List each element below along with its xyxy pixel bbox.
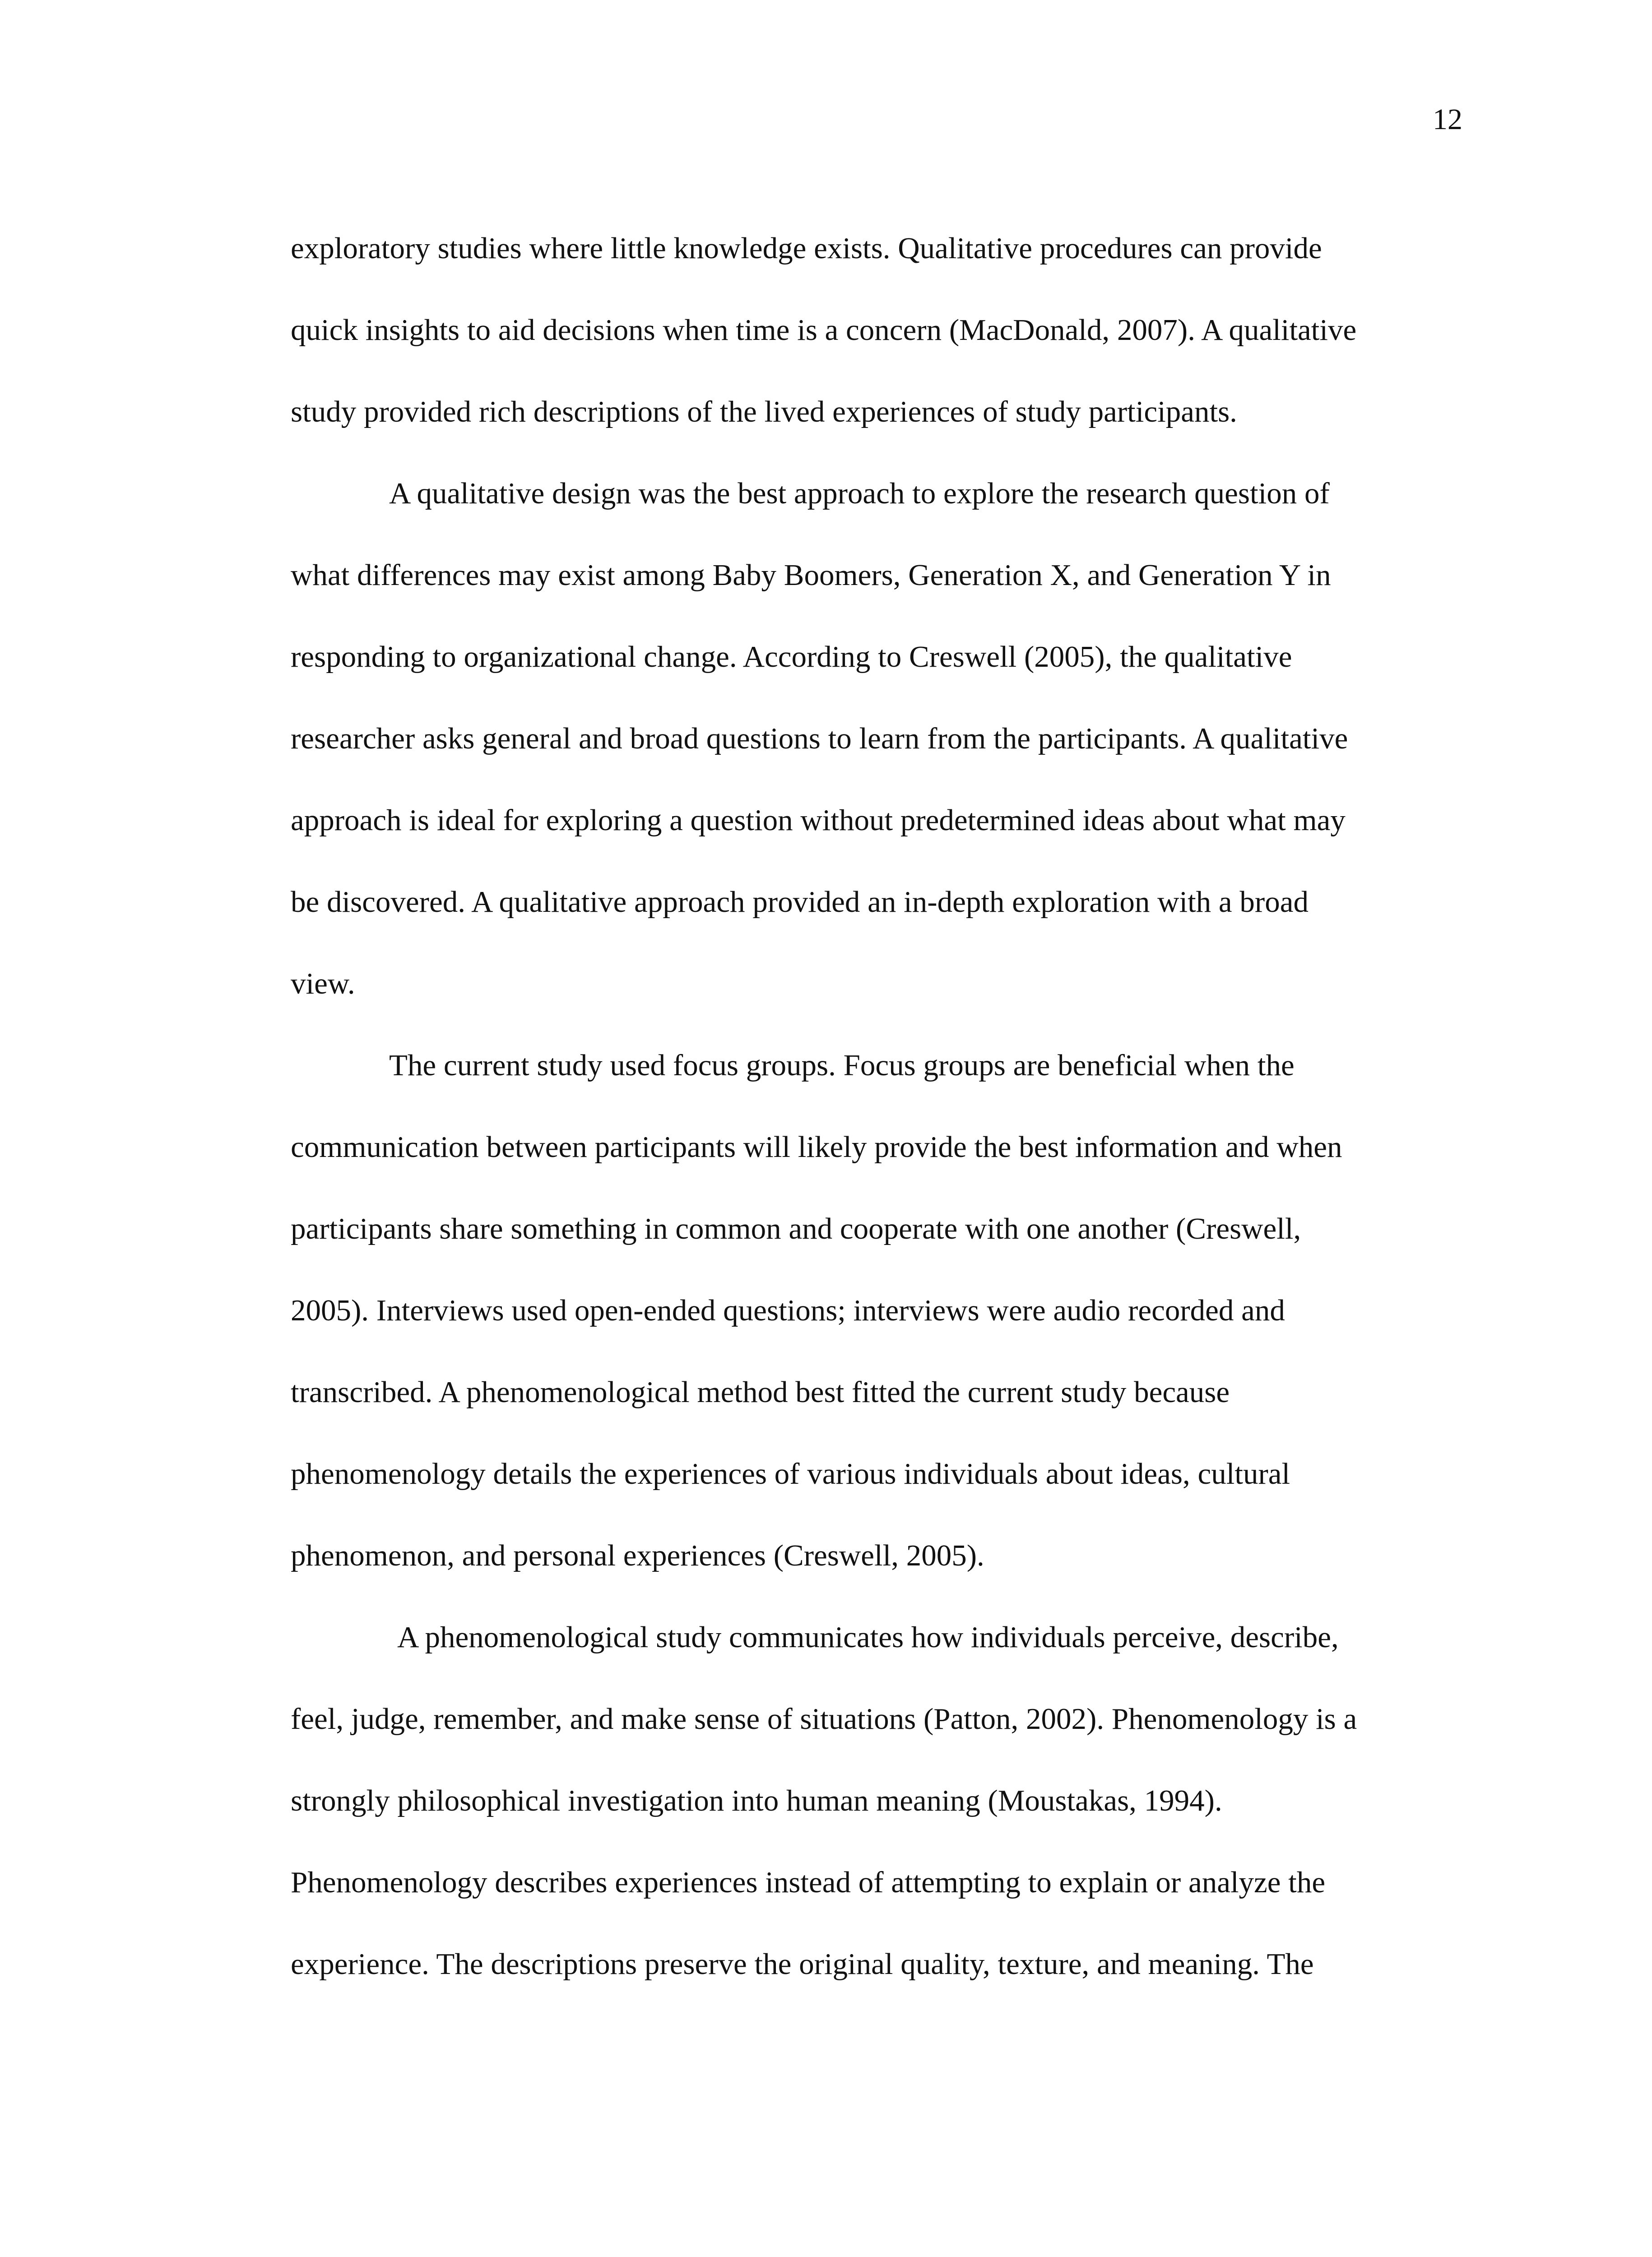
text-line: Phenomenology describes experiences instead of attempting to explain or analyze the: [291, 1866, 1326, 1899]
text-line: phenomenon, and personal experiences (Creswell, 2005).: [291, 1539, 984, 1572]
text-line: phenomenology details the experiences of various individuals about ideas, cultural: [291, 1457, 1290, 1491]
text-line: experience. The descriptions preserve the original quality, texture, and meaning. The: [291, 1947, 1314, 1981]
text-line: participants share something in common and cooperate with one another (Creswell,: [291, 1212, 1301, 1245]
text-line: approach is ideal for exploring a question without predetermined ideas about what may: [291, 803, 1346, 837]
text-line: feel, judge, remember, and make sense of situations (Patton, 2002). Phenomenology is a: [291, 1702, 1357, 1736]
text-line: be discovered. A qualitative approach provided an in-depth exploration with a broad: [291, 885, 1309, 919]
text-line: 2005). Interviews used open-ended questions; interviews were audio recorded and: [291, 1294, 1285, 1327]
page-number: 12: [1433, 103, 1462, 136]
text-line: what differences may exist among Baby Boomers, Generation X, and Generation Y in: [291, 558, 1331, 592]
text-line: communication between participants will likely provide the best information and when: [291, 1130, 1342, 1164]
text-line: strongly philosophical investigation into human meaning (Moustakas, 1994).: [291, 1784, 1222, 1817]
text-line: responding to organizational change. According to Creswell (2005), the qualitative: [291, 640, 1292, 673]
text-line: quick insights to aid decisions when time is a concern (MacDonald, 2007). A qualitative: [291, 313, 1357, 347]
paragraph-first-line: The current study used focus groups. Focus groups are beneficial when the: [389, 1049, 1295, 1082]
paragraph-first-line: A qualitative design was the best approach to explore the research question of: [389, 477, 1330, 510]
text-line: view.: [291, 967, 355, 1000]
text-line: transcribed. A phenomenological method best fitted the current study because: [291, 1375, 1230, 1409]
text-line: exploratory studies where little knowledge exists. Qualitative procedures can provide: [291, 232, 1322, 265]
text-line: study provided rich descriptions of the lived experiences of study participants.: [291, 395, 1237, 428]
text-line: researcher asks general and broad questions to learn from the participants. A qualitative: [291, 722, 1348, 755]
paragraph-first-line: A phenomenological study communicates how individuals perceive, describe,: [397, 1621, 1339, 1654]
body-text: [291, 208, 1464, 2005]
